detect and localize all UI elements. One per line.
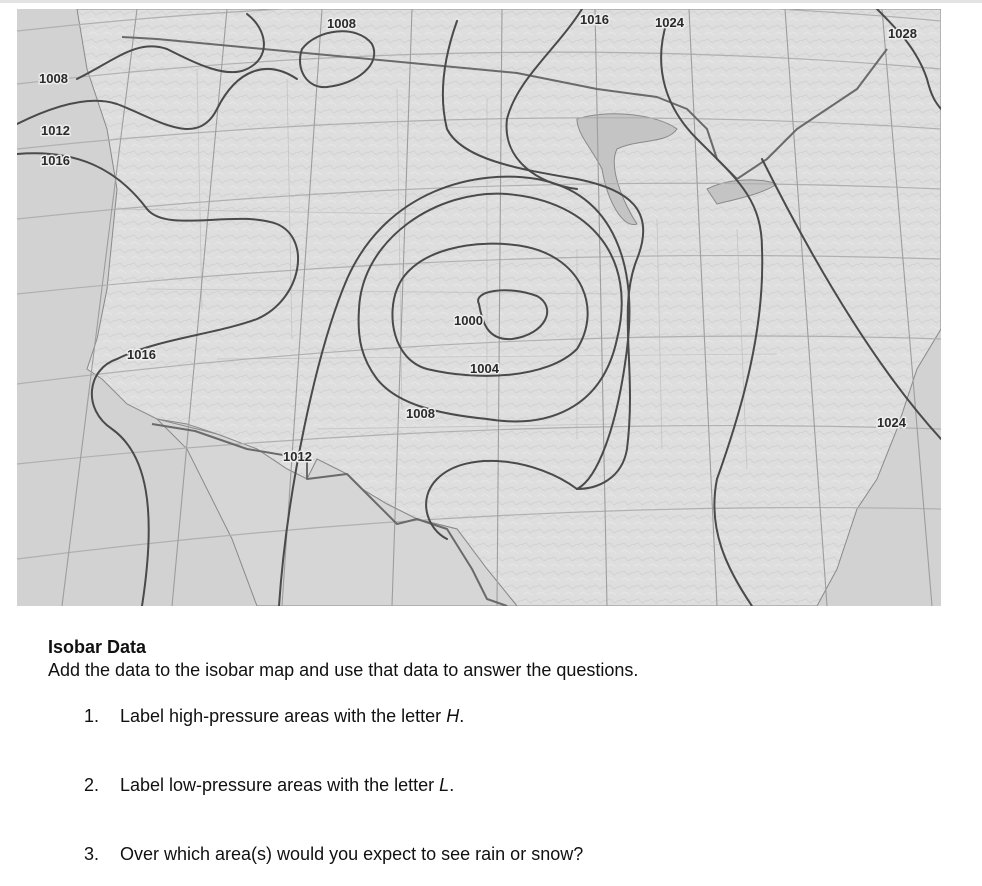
section-heading: Isobar Data (48, 637, 147, 657)
question-2 (84, 774, 904, 796)
isobar-label-top-1008: 1008 (327, 16, 356, 31)
isobar-label-left-1016: 1016 (41, 153, 70, 168)
question-text-end: . (449, 775, 455, 795)
isobar-label-top-1024: 1024 (655, 15, 684, 30)
question-emphasis: H (446, 706, 460, 726)
isobar-data-section (48, 636, 948, 682)
question-text: Over which area(s) would you expect to see rain or snow? (120, 844, 584, 864)
question-1 (84, 705, 904, 727)
isobar-label-top-1028: 1028 (888, 26, 917, 41)
isobar-map-svg (17, 9, 941, 606)
section-intro: Add the data to the isobar map and use that data to answer the questions. (48, 660, 639, 680)
isobar-label-west-1016: 1016 (127, 347, 156, 362)
isobar-map (17, 9, 941, 606)
isobar-label-center-1000: 1000 (454, 313, 483, 328)
isobar-label-south-1012: 1012 (283, 449, 312, 464)
question-emphasis: L (439, 775, 450, 795)
isobar-label-left-1008: 1008 (39, 71, 68, 86)
top-divider (0, 0, 982, 3)
question-number: 1. (84, 706, 100, 726)
isobar-label-left-1012: 1012 (41, 123, 70, 138)
question-text: Label high-pressure areas with the letter (120, 706, 447, 726)
isobar-label-center-1008: 1008 (406, 406, 435, 421)
isobar-label-east-1024: 1024 (877, 415, 906, 430)
question-number: 2. (84, 775, 100, 795)
question-number: 3. (84, 844, 100, 864)
question-text: Label low-pressure areas with the letter (120, 775, 440, 795)
question-text-end: . (459, 706, 465, 726)
isobar-label-top-1016: 1016 (580, 12, 609, 27)
question-3 (84, 843, 904, 865)
isobar-label-center-1004: 1004 (470, 361, 499, 376)
